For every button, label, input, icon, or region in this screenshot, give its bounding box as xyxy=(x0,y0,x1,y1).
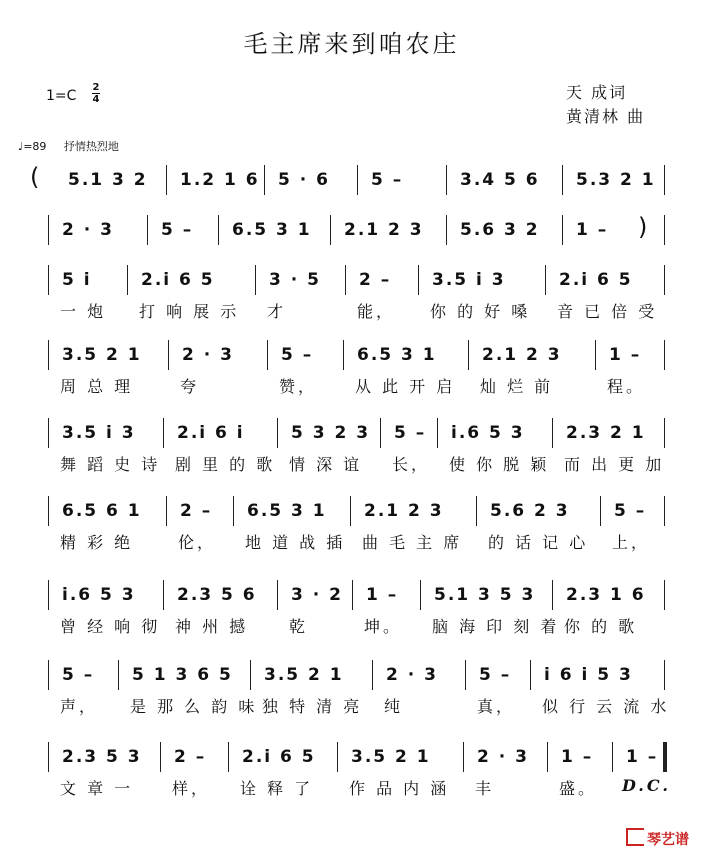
measure-notes: 3.5 2 1 xyxy=(62,345,142,365)
lyrics-row xyxy=(0,530,703,552)
tempo-value: ♩=89 xyxy=(18,140,47,153)
barline xyxy=(562,215,563,245)
measure-notes: 2 – xyxy=(174,747,207,767)
barline xyxy=(600,496,601,526)
lyric-text: 曲 毛 主 席 xyxy=(362,533,463,552)
measure-notes: 2.i 6 5 xyxy=(559,270,633,290)
measure-notes: 2.3 5 3 xyxy=(62,747,142,767)
lyric-text: 程。 xyxy=(607,377,646,396)
lyric-text: 独 特 清 亮 xyxy=(262,697,363,716)
lyric-text: 坤。 xyxy=(364,617,403,636)
barline xyxy=(48,215,49,245)
measure-notes: 3 · 2 xyxy=(291,585,343,605)
barline xyxy=(48,580,49,610)
measure-notes: 5 – xyxy=(479,665,512,685)
barline xyxy=(48,496,49,526)
measure-notes: 5.3 2 1 xyxy=(576,170,656,190)
barline xyxy=(250,660,251,690)
barline xyxy=(330,215,331,245)
time-signature xyxy=(92,82,100,105)
barline xyxy=(664,418,665,448)
barline xyxy=(337,742,338,772)
barline xyxy=(228,742,229,772)
lyric-text: 伦， xyxy=(178,533,217,552)
score-line xyxy=(0,418,703,478)
score-line xyxy=(0,265,703,325)
key-signature: 1=C xyxy=(46,88,77,104)
barline xyxy=(664,496,665,526)
lyric-text: 能， xyxy=(357,302,396,321)
lyric-text: 盛。 xyxy=(559,779,598,798)
barline xyxy=(352,580,353,610)
score-line xyxy=(0,742,703,802)
barline xyxy=(446,215,447,245)
lyric-text: 地 道 战 插 xyxy=(245,533,346,552)
measure-notes: 1.2 1 6 xyxy=(180,170,260,190)
barline xyxy=(147,215,148,245)
barline xyxy=(277,418,278,448)
time-sig-numerator: 2 xyxy=(92,82,100,93)
notes-row xyxy=(0,660,703,690)
lyric-text: 真， xyxy=(477,697,516,716)
barline xyxy=(446,165,447,195)
barline xyxy=(48,265,49,295)
measure-notes: 5.6 2 3 xyxy=(490,501,570,521)
barline xyxy=(166,496,167,526)
measure-notes: 2.1 2 3 xyxy=(482,345,562,365)
barline xyxy=(380,418,381,448)
barline xyxy=(166,165,167,195)
barline xyxy=(612,742,613,772)
lyric-text: 情 深 谊 xyxy=(289,455,363,474)
measure-notes: 5 – xyxy=(614,501,647,521)
barline xyxy=(267,340,268,370)
lyric-text: 从 此 开 启 xyxy=(355,377,456,396)
intro-open-bracket: ( xyxy=(30,163,40,191)
lyric-text: 而 出 更 加 xyxy=(564,455,665,474)
measure-notes: 2.i 6 5 xyxy=(141,270,215,290)
logo-mark-icon xyxy=(626,828,644,846)
lyrics-row xyxy=(0,299,703,321)
notes-row xyxy=(0,265,703,295)
barline xyxy=(468,340,469,370)
measure-notes: 1 – xyxy=(609,345,642,365)
measure-notes: 5 – xyxy=(281,345,314,365)
lyric-text: 的 话 记 心 xyxy=(488,533,589,552)
lyric-text: 打 响 展 示 xyxy=(139,302,240,321)
measure-notes: 5 3 2 3 xyxy=(291,423,371,443)
measure-notes: i 6 i 5 3 xyxy=(544,665,633,685)
barline xyxy=(48,340,49,370)
barline xyxy=(552,580,553,610)
measure-notes: i.6 5 3 xyxy=(62,585,136,605)
measure-notes: 5.6 3 2 xyxy=(460,220,540,240)
notes-row xyxy=(0,165,703,195)
measure-notes: 5 – xyxy=(394,423,427,443)
barline xyxy=(664,165,665,195)
lyric-text: 曾 经 响 彻 xyxy=(60,617,161,636)
measure-notes: 3.5 i 3 xyxy=(432,270,506,290)
barline xyxy=(163,418,164,448)
barline xyxy=(562,165,563,195)
intro-close-bracket: ) xyxy=(638,213,648,241)
measure-notes: 5 · 6 xyxy=(278,170,330,190)
expression-marking: 抒情热烈地 xyxy=(63,140,119,153)
lyricist-credit: 天 成词 xyxy=(566,83,628,102)
barline xyxy=(277,580,278,610)
measure-notes: 2 · 3 xyxy=(182,345,234,365)
lyric-text: 似 行 云 流 水 xyxy=(542,697,670,716)
lyric-text: 使 你 脱 颖 xyxy=(449,455,550,474)
barline xyxy=(357,165,358,195)
barline xyxy=(48,742,49,772)
watermark-logo xyxy=(626,828,689,849)
lyrics-row xyxy=(0,452,703,474)
lyric-text: 神 州 撼 xyxy=(175,617,249,636)
notes-row xyxy=(0,340,703,370)
barline xyxy=(437,418,438,448)
barline xyxy=(664,215,665,245)
measure-notes: 2.3 5 6 xyxy=(177,585,257,605)
measure-notes: 2 – xyxy=(359,270,392,290)
lyric-text: 长， xyxy=(392,455,431,474)
barline xyxy=(48,660,49,690)
song-title: 毛主席来到咱农庄 xyxy=(243,30,460,58)
lyric-text: 纯 xyxy=(384,697,404,716)
barline xyxy=(547,742,548,772)
measure-notes: 3 · 5 xyxy=(269,270,321,290)
tempo-marking xyxy=(18,138,119,154)
barline xyxy=(552,418,553,448)
lyric-text: 剧 里 的 歌 xyxy=(175,455,276,474)
barline xyxy=(160,742,161,772)
barline xyxy=(233,496,234,526)
notes-row xyxy=(0,742,703,772)
measure-notes: 5 – xyxy=(62,665,95,685)
measure-notes: 5 – xyxy=(161,220,194,240)
time-sig-denominator: 4 xyxy=(92,94,100,105)
lyric-text: 你 的 歌 xyxy=(564,617,638,636)
barline xyxy=(463,742,464,772)
barline xyxy=(345,265,346,295)
lyric-text: 才 xyxy=(267,302,287,321)
lyric-text: 是 那 么 韵 味 xyxy=(130,697,258,716)
lyric-text: 音 已 倍 受 xyxy=(557,302,658,321)
lyric-text: 舞 蹈 史 诗 xyxy=(60,455,161,474)
da-capo-marking: D.C. xyxy=(622,776,671,795)
measure-notes: 2 · 3 xyxy=(477,747,529,767)
barline xyxy=(350,496,351,526)
measure-notes: 5 – xyxy=(371,170,404,190)
barline xyxy=(545,265,546,295)
lyric-text: 周 总 理 xyxy=(60,377,134,396)
lyric-text: 精 彩 绝 xyxy=(60,533,134,552)
notes-row xyxy=(0,580,703,610)
barline xyxy=(664,660,665,690)
notes-row xyxy=(0,418,703,448)
measure-notes: 2 · 3 xyxy=(62,220,114,240)
notes-row xyxy=(0,496,703,526)
measure-notes: 2.1 2 3 xyxy=(344,220,424,240)
lyric-text: 作 品 内 涵 xyxy=(349,779,450,798)
composer-credit: 黄清林 曲 xyxy=(566,107,646,126)
barline xyxy=(118,660,119,690)
measure-notes: 2.3 2 1 xyxy=(566,423,646,443)
barline xyxy=(48,418,49,448)
lyric-text: 灿 烂 前 xyxy=(480,377,554,396)
barline xyxy=(418,265,419,295)
barline xyxy=(595,340,596,370)
barline xyxy=(343,340,344,370)
barline xyxy=(476,496,477,526)
notes-row xyxy=(0,215,703,245)
barline xyxy=(664,340,665,370)
lyric-text: 文 章 一 xyxy=(60,779,134,798)
lyric-text: 丰 xyxy=(475,779,495,798)
barline xyxy=(218,215,219,245)
score-line xyxy=(0,660,703,720)
measure-notes: 5 1 3 6 5 xyxy=(132,665,233,685)
measure-notes: 1 – xyxy=(561,747,594,767)
measure-notes: 1 – xyxy=(626,747,659,767)
measure-notes: 6.5 6 1 xyxy=(62,501,142,521)
measure-notes: 5.1 3 5 3 xyxy=(434,585,536,605)
measure-notes: i.6 5 3 xyxy=(451,423,525,443)
barline xyxy=(255,265,256,295)
lyrics-row xyxy=(0,614,703,636)
barline xyxy=(530,660,531,690)
measure-notes: 1 – xyxy=(576,220,609,240)
measure-notes: 5.1 3 2 xyxy=(68,170,148,190)
score-line xyxy=(0,496,703,556)
lyric-text: 乾 xyxy=(289,617,309,636)
lyrics-row xyxy=(0,694,703,716)
barline xyxy=(372,660,373,690)
barline xyxy=(420,580,421,610)
barline xyxy=(168,340,169,370)
lyric-text: 一 炮 xyxy=(60,302,107,321)
barline xyxy=(664,265,665,295)
score-line xyxy=(0,580,703,640)
final-barline xyxy=(663,742,666,772)
lyrics-row xyxy=(0,374,703,396)
lyric-text: 赞， xyxy=(279,377,318,396)
measure-notes: 3.5 2 1 xyxy=(351,747,431,767)
score-line xyxy=(0,340,703,400)
lyrics-row xyxy=(0,776,703,798)
lyric-text: 诠 释 了 xyxy=(240,779,314,798)
barline xyxy=(264,165,265,195)
barline xyxy=(664,580,665,610)
measure-notes: 2 – xyxy=(180,501,213,521)
measure-notes: 2.1 2 3 xyxy=(364,501,444,521)
measure-notes: 1 – xyxy=(366,585,399,605)
measure-notes: 2.i 6 5 xyxy=(242,747,316,767)
measure-notes: 5 i xyxy=(62,270,92,290)
measure-notes: 3.5 i 3 xyxy=(62,423,136,443)
watermark-text: 琴艺谱 xyxy=(647,832,689,848)
lyric-text: 样， xyxy=(172,779,211,798)
lyric-text: 夸 xyxy=(180,377,200,396)
lyric-text: 声， xyxy=(60,697,99,716)
measure-notes: 3.5 2 1 xyxy=(264,665,344,685)
measure-notes: 2.i 6 i xyxy=(177,423,245,443)
lyric-text: 脑 海 印 刻 着 xyxy=(432,617,560,636)
barline xyxy=(163,580,164,610)
measure-notes: 2 · 3 xyxy=(386,665,438,685)
barline xyxy=(666,742,667,772)
lyric-text: 你 的 好 嗓 xyxy=(430,302,531,321)
measure-notes: 6.5 3 1 xyxy=(357,345,437,365)
measure-notes: 2.3 1 6 xyxy=(566,585,646,605)
measure-notes: 6.5 3 1 xyxy=(247,501,327,521)
barline xyxy=(127,265,128,295)
lyric-text: 上， xyxy=(612,533,651,552)
measure-notes: 3.4 5 6 xyxy=(460,170,540,190)
barline xyxy=(465,660,466,690)
measure-notes: 6.5 3 1 xyxy=(232,220,312,240)
